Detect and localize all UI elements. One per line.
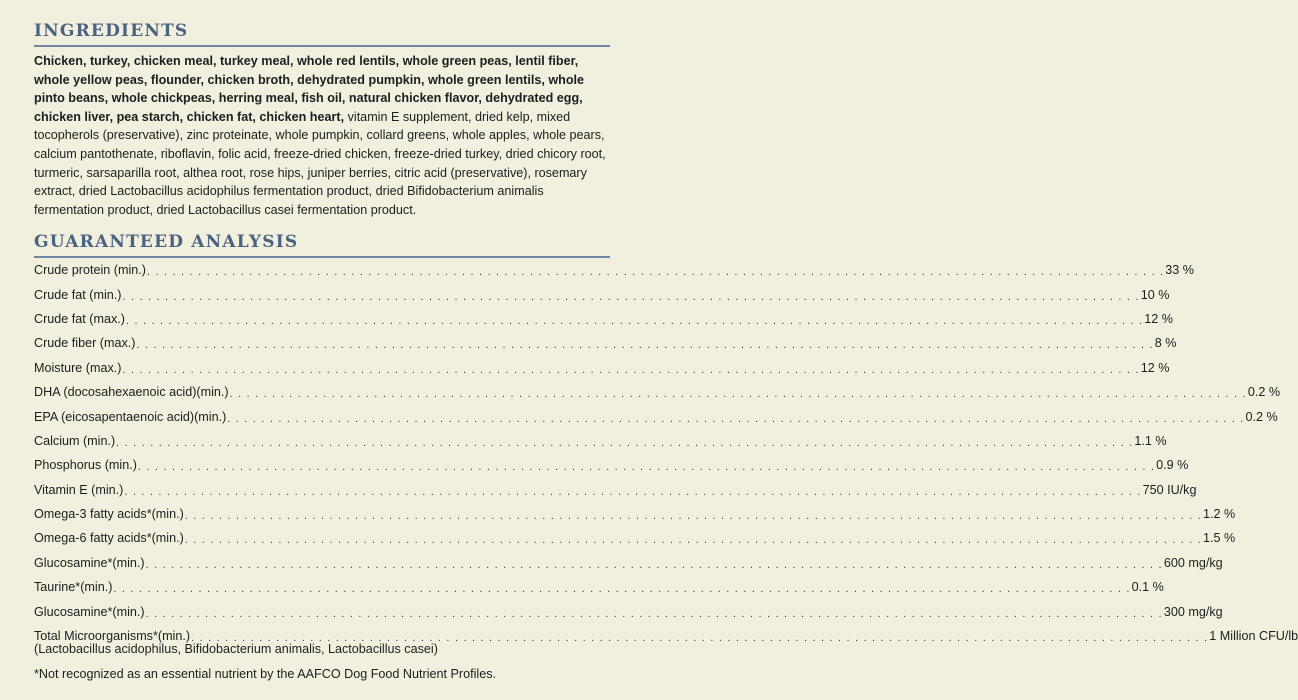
analysis-value: 8 % — [1154, 336, 1177, 351]
analysis-value: 1.5 % — [1203, 531, 1236, 546]
dot-leader: . . . . . . . . . . . . . . . . . . . . . . . . . . . . . . . . . . . . . . . . . . . . . . . . . . . . . . . . . . . . . . . . . . . . . . . . . . . . . . . . . . . . . . . . . . . . . . . . . . . . . . . . . . . . . . . . . . . . . . . . — [122, 363, 1140, 376]
analysis-value: 0.2 % — [1245, 409, 1278, 424]
ingredients-list — [34, 52, 610, 219]
analysis-row — [34, 307, 1173, 331]
dot-leader: . . . . . . . . . . . . . . . . . . . . . . . . . . . . . . . . . . . . . . . . . . . . . . . . . . . . . . . . . . . . . . . . . . . . . . . . . . . . . . . . . . . . . . . . . . . . . . . . . . . . . . . . . . . . . . . . . . . . . . . . — [147, 266, 1165, 279]
analysis-value: 10 % — [1140, 287, 1170, 302]
dot-leader: . . . . . . . . . . . . . . . . . . . . . . . . . . . . . . . . . . . . . . . . . . . . . . . . . . . . . . . . . . . . . . . . . . . . . . . . . . . . . . . . . . . . . . . . . . . . . . . . . . . . . . . . . . . . . . . . . . . . . . . . — [113, 583, 1131, 596]
dot-leader: . . . . . . . . . . . . . . . . . . . . . . . . . . . . . . . . . . . . . . . . . . . . . . . . . . . . . . . . . . . . . . . . . . . . . . . . . . . . . . . . . . . . . . . . . . . . . . . . . . . . . . . . . . . . . . . . . . . . . . . . — [116, 436, 1134, 449]
dot-leader: . . . . . . . . . . . . . . . . . . . . . . . . . . . . . . . . . . . . . . . . . . . . . . . . . . . . . . . . . . . . . . . . . . . . . . . . . . . . . . . . . . . . . . . . . . . . . . . . . . . . . . . . . . . . . . . . . . . . . . . . — [145, 558, 1163, 571]
analysis-row — [34, 404, 1278, 428]
analysis-heading: GUARANTEED ANALYSIS — [34, 232, 299, 252]
analysis-row — [34, 429, 1167, 453]
analysis-value: 33 % — [1165, 263, 1194, 278]
analysis-table — [34, 258, 1298, 648]
dot-leader: . . . . . . . . . . . . . . . . . . . . . . . . . . . . . . . . . . . . . . . . . . . . . . . . . . . . . . . . . . . . . . . . . . . . . . . . . . . . . . . . . . . . . . . . . . . . . . . . . . . . . . . . . . . . . . . . . . . . . . . . — [124, 485, 1142, 498]
analysis-label: Taurine*(min.) — [34, 580, 113, 595]
analysis-row — [34, 502, 1236, 526]
analysis-row — [34, 331, 1177, 355]
analysis-label: Vitamin E (min.) — [34, 482, 124, 497]
dot-leader: . . . . . . . . . . . . . . . . . . . . . . . . . . . . . . . . . . . . . . . . . . . . . . . . . . . . . . . . . . . . . . . . . . . . . . . . . . . . . . . . . . . . . . . . . . . . . . . . . . . . . . . . . . . . . . . . . . . . . . . . — [184, 534, 1203, 547]
analysis-value: 0.2 % — [1247, 385, 1281, 400]
analysis-row — [34, 282, 1170, 306]
microorganisms-note: (Lactobacillus acidophilus, Bifidobacterium animalis, Lactobacillus casei) — [34, 642, 438, 656]
analysis-row — [34, 551, 1223, 575]
dot-leader: . . . . . . . . . . . . . . . . . . . . . . . . . . . . . . . . . . . . . . . . . . . . . . . . . . . . . . . . . . . . . . . . . . . . . . . . . . . . . . . . . . . . . . . . . . . . . . . . . . . . . . . . . . . . . . . . . . . . . . . . — [184, 510, 1203, 523]
analysis-label: Moisture (max.) — [34, 360, 122, 375]
analysis-label: Crude protein (min.) — [34, 263, 146, 278]
analysis-value: 600 mg/kg — [1163, 555, 1223, 570]
analysis-row — [34, 526, 1236, 550]
analysis-row — [34, 575, 1164, 599]
analysis-value: 1.1 % — [1134, 433, 1167, 448]
analysis-value: 12 % — [1144, 311, 1173, 326]
analysis-value: 1.2 % — [1203, 507, 1236, 522]
analysis-label: Total Microorganisms*(min.) — [34, 629, 191, 644]
analysis-row — [34, 599, 1223, 623]
ingredients-primary: Chicken, turkey, chicken meal, turkey meal, whole red lentils, whole green peas, lentil fiber, whole yellow peas, flounder, chicken broth, dehydrated pumpkin, whole green lentils, whole pinto beans, whole chickpeas, herring meal, fish oil, natural chicken flavor, dehydrated egg, chicken liver, pea starch, chicken fat, chicken heart, — [34, 54, 585, 124]
analysis-row — [34, 478, 1197, 502]
analysis-label: Phosphorus (min.) — [34, 458, 137, 473]
analysis-label: Crude fat (max.) — [34, 311, 125, 326]
analysis-label: Glucosamine*(min.) — [34, 604, 145, 619]
analysis-label: Omega-6 fatty acids*(min.) — [34, 531, 184, 546]
analysis-label: Glucosamine*(min.) — [34, 555, 145, 570]
dot-leader: . . . . . . . . . . . . . . . . . . . . . . . . . . . . . . . . . . . . . . . . . . . . . . . . . . . . . . . . . . . . . . . . . . . . . . . . . . . . . . . . . . . . . . . . . . . . . . . . . . . . . . . . . . . . . . . . . . . . . . . . — [125, 314, 1144, 327]
ingredients-divider — [34, 45, 610, 47]
ingredients-heading: INGREDIENTS — [34, 21, 189, 41]
analysis-row — [34, 453, 1189, 477]
footnote: *Not recognized as an essential nutrient by the AAFCO Dog Food Nutrient Profiles. — [34, 667, 497, 681]
dot-leader: . . . . . . . . . . . . . . . . . . . . . . . . . . . . . . . . . . . . . . . . . . . . . . . . . . . . . . . . . . . . . . . . . . . . . . . . . . . . . . . . . . . . . . . . . . . . . . . . . . . . . . . . . . . . . . . . . . . . . . . . — [137, 461, 1156, 474]
analysis-value: 12 % — [1140, 360, 1170, 375]
analysis-label: EPA (eicosapentaenoic acid)(min.) — [34, 409, 227, 424]
analysis-row — [34, 356, 1170, 380]
analysis-value: 300 mg/kg — [1163, 604, 1223, 619]
analysis-label: Calcium (min.) — [34, 433, 116, 448]
analysis-label: Crude fiber (max.) — [34, 336, 136, 351]
dot-leader: . . . . . . . . . . . . . . . . . . . . . . . . . . . . . . . . . . . . . . . . . . . . . . . . . . . . . . . . . . . . . . . . . . . . . . . . . . . . . . . . . . . . . . . . . . . . . . . . . . . . . . . . . . . . . . . . . . . . . . . . — [145, 607, 1163, 620]
analysis-label: DHA (docosahexaenoic acid)(min.) — [34, 385, 229, 400]
analysis-row — [34, 258, 1194, 282]
analysis-value: 0.9 % — [1156, 458, 1189, 473]
analysis-label: Crude fat (min.) — [34, 287, 122, 302]
analysis-value: 0.1 % — [1131, 580, 1164, 595]
analysis-label: Omega-3 fatty acids*(min.) — [34, 507, 184, 522]
analysis-value: 750 IU/kg — [1142, 482, 1197, 497]
analysis-value: 1 Million CFU/lb — [1209, 629, 1298, 644]
dot-leader: . . . . . . . . . . . . . . . . . . . . . . . . . . . . . . . . . . . . . . . . . . . . . . . . . . . . . . . . . . . . . . . . . . . . . . . . . . . . . . . . . . . . . . . . . . . . . . . . . . . . . . . . . . . . . . . . . . . . . . . . — [227, 412, 1245, 425]
analysis-row — [34, 380, 1281, 404]
ingredients-secondary: vitamin E supplement, dried kelp, mixed tocopherols (preservative), zinc proteinate, whole pumpkin, collard greens, whole apples, whole pears, calcium pantothenate, riboflavin, folic acid, freeze-dried chicken, freeze-dried turkey, dried chicory root, turmeric, sarsaparilla root, althea root, rose hips, juniper berries, citric acid (preservative), rosemary extract, dried Lactobacillus acidophilus fermentation product, dried Bifidobacterium animalis fermentation product, dried Lactobacillus casei fermentation product. — [34, 109, 606, 217]
dot-leader: . . . . . . . . . . . . . . . . . . . . . . . . . . . . . . . . . . . . . . . . . . . . . . . . . . . . . . . . . . . . . . . . . . . . . . . . . . . . . . . . . . . . . . . . . . . . . . . . . . . . . . . . . . . . . . . . . . . . . . . . — [191, 632, 1209, 645]
dot-leader: . . . . . . . . . . . . . . . . . . . . . . . . . . . . . . . . . . . . . . . . . . . . . . . . . . . . . . . . . . . . . . . . . . . . . . . . . . . . . . . . . . . . . . . . . . . . . . . . . . . . . . . . . . . . . . . . . . . . . . . . — [136, 339, 1154, 352]
dot-leader: . . . . . . . . . . . . . . . . . . . . . . . . . . . . . . . . . . . . . . . . . . . . . . . . . . . . . . . . . . . . . . . . . . . . . . . . . . . . . . . . . . . . . . . . . . . . . . . . . . . . . . . . . . . . . . . . . . . . . . . . — [229, 388, 1247, 401]
dot-leader: . . . . . . . . . . . . . . . . . . . . . . . . . . . . . . . . . . . . . . . . . . . . . . . . . . . . . . . . . . . . . . . . . . . . . . . . . . . . . . . . . . . . . . . . . . . . . . . . . . . . . . . . . . . . . . . . . . . . . . . . — [122, 290, 1140, 303]
